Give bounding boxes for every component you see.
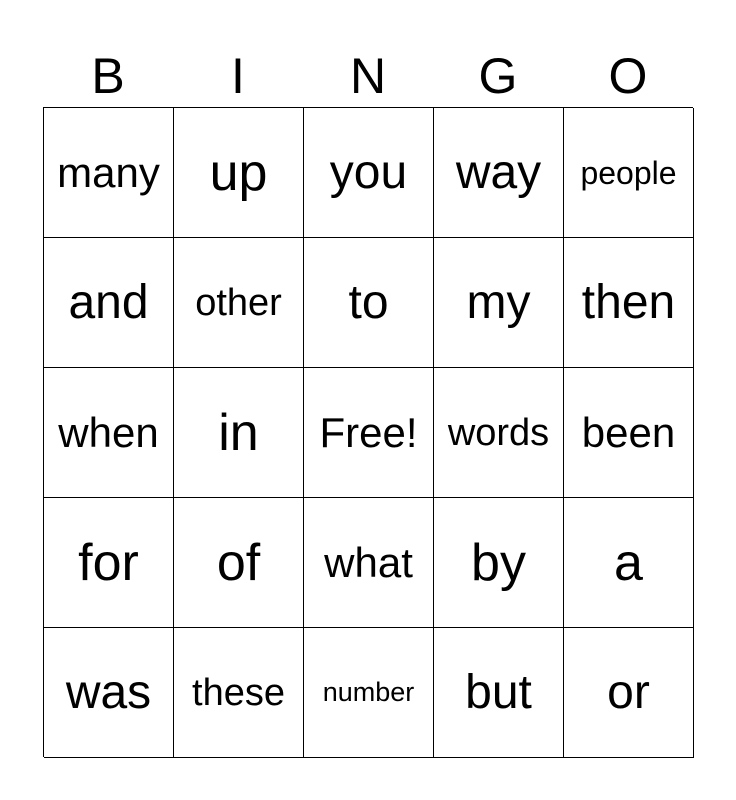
bingo-cell-r4-c3[interactable] bbox=[304, 498, 434, 628]
cell-word: number bbox=[322, 677, 415, 707]
cell-word: words bbox=[447, 411, 550, 454]
bingo-cell-r4-c2[interactable] bbox=[174, 498, 304, 628]
cell-word: other bbox=[195, 281, 282, 324]
header-letter-g: G bbox=[478, 48, 518, 104]
cell-word: way bbox=[455, 145, 542, 199]
bingo-cell-r1-c3[interactable] bbox=[304, 108, 434, 238]
bingo-cell-r2-c3[interactable] bbox=[304, 238, 434, 368]
bingo-cell-r3-c3[interactable] bbox=[304, 368, 434, 498]
cell-word: these bbox=[192, 671, 285, 714]
cell-word: when bbox=[58, 408, 159, 456]
header-letter-b: B bbox=[91, 48, 125, 104]
header-letter-o: O bbox=[608, 48, 648, 104]
cell-word: was bbox=[65, 665, 152, 719]
cell-word: up bbox=[209, 143, 268, 202]
cell-word: to bbox=[348, 275, 389, 329]
cell-word: many bbox=[57, 148, 160, 196]
bingo-cell-r4-c4[interactable] bbox=[434, 498, 564, 628]
bingo-board bbox=[43, 107, 693, 757]
bingo-cell-r3-c5[interactable] bbox=[564, 368, 694, 498]
bingo-cell-r3-c2[interactable] bbox=[174, 368, 304, 498]
cell-word: by bbox=[471, 533, 526, 592]
bingo-cell-r3-c4[interactable] bbox=[434, 368, 564, 498]
bingo-cell-r1-c1[interactable] bbox=[44, 108, 174, 238]
cell-word: for bbox=[78, 533, 139, 592]
free-space: Free! bbox=[319, 408, 418, 456]
bingo-cell-r1-c5[interactable] bbox=[564, 108, 694, 238]
cell-word: and bbox=[68, 275, 149, 329]
bingo-cell-r2-c2[interactable] bbox=[174, 238, 304, 368]
bingo-cell-r2-c5[interactable] bbox=[564, 238, 694, 368]
bingo-cell-r2-c4[interactable] bbox=[434, 238, 564, 368]
cell-word: my bbox=[466, 275, 531, 329]
bingo-cell-r2-c1[interactable] bbox=[44, 238, 174, 368]
bingo-cell-r4-c1[interactable] bbox=[44, 498, 174, 628]
cell-word: people bbox=[580, 154, 677, 191]
cell-word: been bbox=[581, 408, 676, 456]
cell-word: in bbox=[218, 403, 259, 462]
bingo-cell-r5-c4[interactable] bbox=[434, 628, 564, 758]
bingo-cell-r1-c2[interactable] bbox=[174, 108, 304, 238]
header-letter-i: I bbox=[231, 48, 245, 104]
cell-word: a bbox=[614, 533, 643, 592]
header-letter-n: N bbox=[349, 48, 387, 104]
bingo-cell-r5-c5[interactable] bbox=[564, 628, 694, 758]
bingo-cell-r5-c2[interactable] bbox=[174, 628, 304, 758]
cell-word: of bbox=[216, 533, 261, 592]
cell-word: or bbox=[607, 665, 650, 719]
cell-word: you bbox=[329, 145, 408, 199]
bingo-header bbox=[43, 44, 693, 108]
bingo-cell-r1-c4[interactable] bbox=[434, 108, 564, 238]
cell-word: but bbox=[465, 665, 532, 719]
bingo-cell-r5-c3[interactable] bbox=[304, 628, 434, 758]
bingo-cell-r3-c1[interactable] bbox=[44, 368, 174, 498]
bingo-cell-r5-c1[interactable] bbox=[44, 628, 174, 758]
cell-word: what bbox=[324, 538, 413, 586]
bingo-cell-r4-c5[interactable] bbox=[564, 498, 694, 628]
cell-word: then bbox=[581, 275, 676, 329]
